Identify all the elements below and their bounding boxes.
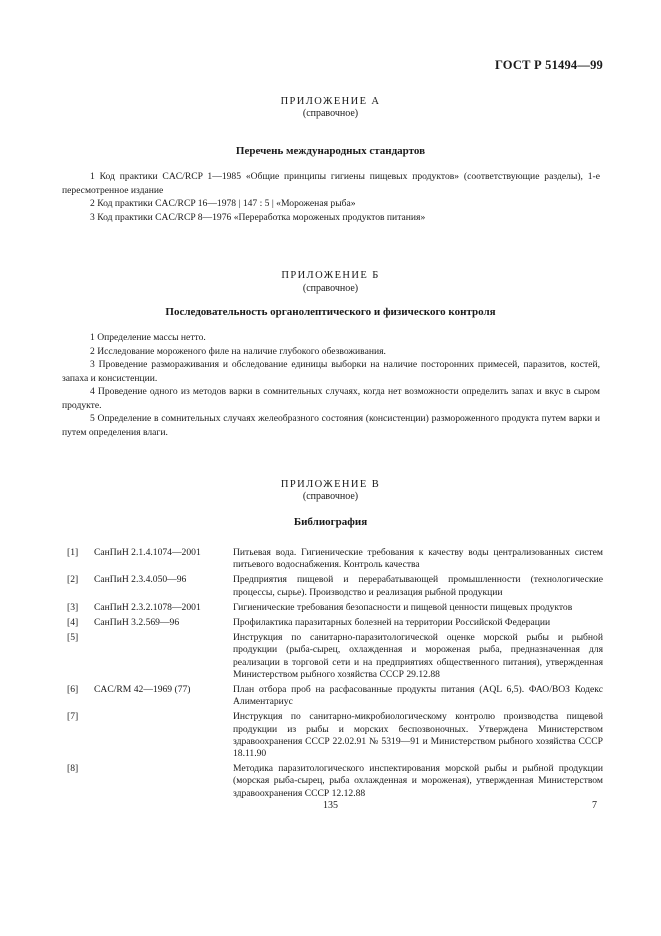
appendix-a-item: 3 Код практики CAC/RCP 8—1976 «Переработка мороженых продуктов питания» (90, 211, 426, 223)
bibliography-number: [4] (67, 617, 79, 629)
bibliography-code: СанПиН 2.3.4.050—96 (94, 574, 187, 586)
appendix-b-item: 5 Определение в сомнительных случаях желеобразного состояния (консистенции) размороженного продукта путем варки и путем определения влаги. (62, 413, 600, 438)
bibliography-entry (67, 547, 603, 571)
bibliography-number: [1] (67, 547, 79, 558)
bibliography-number: [8] (67, 763, 79, 775)
appendix-a-note: (справочное) (302, 108, 359, 119)
appendix-b-item: 2 Исследование мороженого филе на наличие глубокого обезвоживания. (90, 345, 386, 357)
bibliography-entry (67, 602, 603, 614)
page-number-right: 7 (592, 800, 597, 811)
appendix-b-heading: ПРИЛОЖЕНИЕ Б (281, 270, 380, 281)
bibliography-code (94, 763, 233, 800)
bibliography-entry (67, 684, 603, 708)
bibliography-text: Профилактика паразитарных болезней на территории Российской Федерации (233, 617, 551, 629)
bibliography-code: СанПиН 3.2.569—96 (94, 617, 180, 629)
bibliography-number: [6] (67, 684, 79, 696)
bibliography-text: Предприятия пищевой и перерабатывающей промышленности (технологические процессы, сырье). Производство и реализация рыбной продукции (233, 574, 603, 598)
bibliography-number: [2] (67, 574, 79, 586)
bibliography-text: Инструкция по санитарно-паразитологической оценке морской рыбы и рыбной продукции (рыба-сырец, охлажденная и мороженая рыба, предназначенная для реализации в торговой сети и на предприятиях общественного питания), утвержденная Министерством рыбного хозяйства СССР 29.12.88 (233, 632, 603, 680)
appendix-a-heading: ПРИЛОЖЕНИЕ А (280, 96, 381, 107)
bibliography-entry (67, 711, 603, 760)
bibliography-list (67, 547, 603, 803)
bibliography-code: СанПиН 2.3.2.1078—2001 (94, 601, 201, 613)
appendix-b-title: Последовательность органолептического и физического контроля (165, 306, 496, 318)
page-number-center: 135 (323, 800, 338, 811)
bibliography-number: [3] (67, 601, 79, 613)
bibliography-number: [7] (67, 711, 79, 723)
bibliography-text: Инструкция по санитарно-микробиологическому контролю производства пищевой продукции из рыбы и морских беспозвоночных. Утверждена Министерством здравоохранения СССР 22.02.91 № 5319—91 и Министерством рыбного хозяйства СССР 18.11.90 (233, 711, 603, 760)
bibliography-code: СанПиН 2.1.4.1074—2001 (94, 547, 201, 558)
bibliography-text: План отбора проб на расфасованные продукты питания (AQL 6,5). ФАО/ВОЗ Кодекс Алиментариус (233, 684, 603, 708)
appendix-a-title: Перечень международных стандартов (235, 145, 426, 157)
bibliography-entry (67, 617, 603, 629)
bibliography-text: Питьевая вода. Гигиенические требования к качеству воды централизованных систем питьевого водоснабжения. Контроль качества (233, 547, 603, 571)
appendix-a-item: 1 Код практики CAC/RCP 1—1985 «Общие принципы гигиены пищевых продуктов» (соответствующие разделы), 1-е пересмотренное издание (62, 171, 600, 196)
bibliography-text: Гигиенические требования безопасности и пищевой ценности пищевых продуктов (233, 601, 573, 613)
appendix-a-item: 2 Код практики CAC/RCP 16—1978 | 147 : 5 | «Мороженая рыба» (90, 198, 356, 209)
appendix-b-list (62, 331, 600, 439)
appendix-c-title: Библиография (293, 516, 368, 528)
bibliography-code: CAC/RM 42—1969 (77) (94, 684, 191, 696)
appendix-b-item: 3 Проведение размораживания и обследование единицы выборки на наличие посторонних примесей, паразитов, костей, запаха и консистенции. (62, 359, 600, 384)
appendix-c-heading: ПРИЛОЖЕНИЕ В (280, 479, 381, 490)
standard-number: ГОСТ Р 51494—99 (494, 58, 603, 72)
bibliography-entry (67, 632, 603, 681)
appendix-c-note: (справочное) (302, 491, 359, 502)
appendix-a-list (62, 170, 600, 224)
bibliography-number: [5] (67, 632, 79, 644)
bibliography-entry (67, 574, 603, 598)
bibliography-code (94, 632, 233, 681)
bibliography-code (94, 711, 233, 760)
appendix-b-note: (справочное) (302, 283, 359, 294)
bibliography-entry (67, 763, 603, 800)
bibliography-text: Методика паразитологического инспектирования морской рыбы и рыбной продукции (морская рыба-сырец, рыба охлажденная и мороженая), утвержденная Министерством здравоохранения СССР 12.12.88 (233, 763, 603, 799)
appendix-b-item: 4 Проведение одного из методов варки в сомнительных случаях, когда нет возможности определить запах и вкус в сыром продукте. (62, 386, 600, 411)
appendix-b-item: 1 Определение массы нетто. (90, 332, 206, 343)
